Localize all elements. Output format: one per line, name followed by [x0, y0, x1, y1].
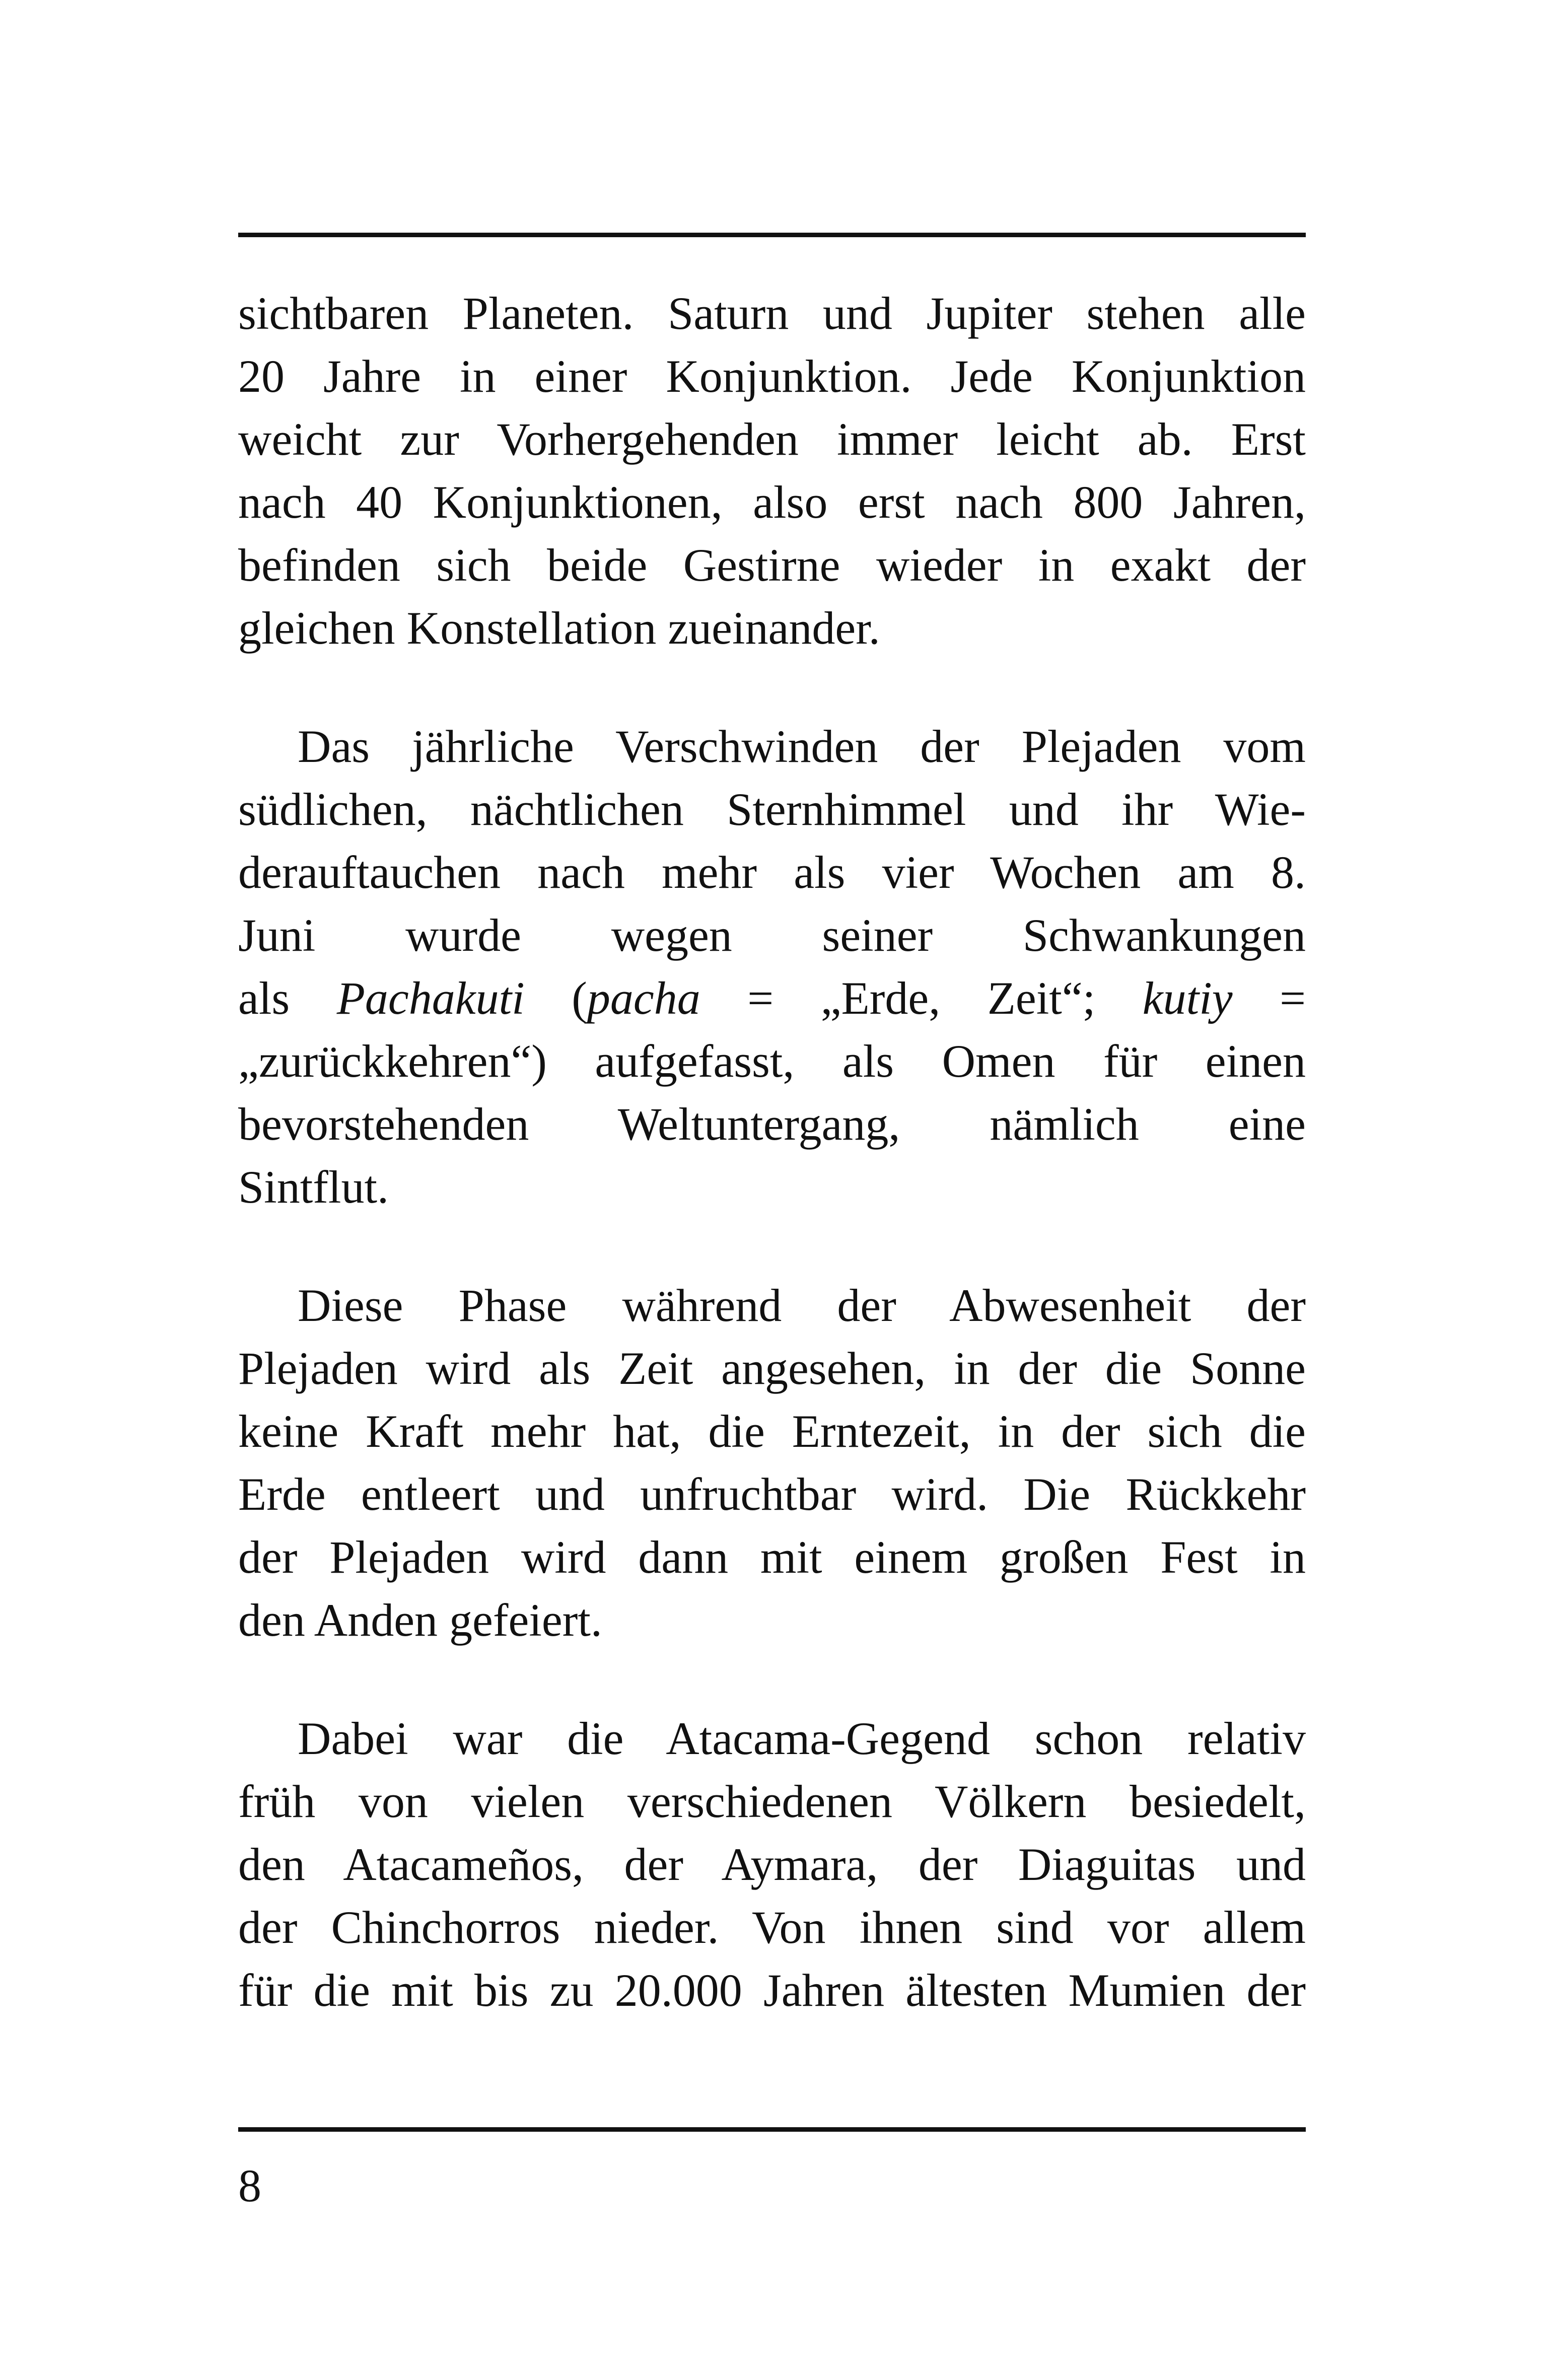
text-segment: = — [1232, 972, 1306, 1024]
text-line: Erde entleert und unfruchtbar wird. Die Rückkehr — [238, 1468, 1306, 1520]
term-kutiy: kutiy — [1142, 972, 1233, 1024]
text-line: befinden sich beide Gestirne wieder in exakt der — [238, 539, 1306, 591]
text-line: früh von vielen verschiedenen Völkern besiedelt, — [238, 1776, 1306, 1827]
bottom-rule — [238, 2127, 1306, 2132]
top-rule — [238, 233, 1306, 237]
text-line: Das jährliche Verschwinden der Plejaden vom — [298, 721, 1306, 772]
body-text — [238, 282, 1306, 2022]
text-segment: als — [238, 972, 337, 1024]
page-number: 8 — [238, 2160, 261, 2211]
text-line: Juni wurde wegen seiner Schwankungen — [238, 909, 1306, 961]
paragraph-4 — [238, 1707, 1306, 2022]
term-pachakuti: Pachakuti — [336, 972, 525, 1024]
term-pacha: pacha — [587, 972, 700, 1024]
text-line: südlichen, nächtlichen Sternhimmel und ihr Wie- — [238, 784, 1306, 835]
text-line: weicht zur Vorhergehenden immer leicht ab. Erst — [238, 413, 1306, 465]
text-line: Plejaden wird als Zeit angesehen, in der die Sonne — [238, 1343, 1306, 1394]
text-line: der Plejaden wird dann mit einem großen Fest in — [238, 1531, 1306, 1583]
paragraph-2 — [238, 715, 1306, 1219]
text-line: „zurückkehren“) aufgefasst, als Omen für einen — [238, 1035, 1306, 1087]
text-segment: = „Erde, Zeit“; — [700, 972, 1143, 1024]
text-line: Dabei war die Atacama-Gegend schon relativ — [298, 1713, 1306, 1764]
text-line: derauftauchen nach mehr als vier Wochen am 8. — [238, 847, 1306, 898]
text-line: gleichen Konstellation zueinander. — [238, 602, 880, 654]
text-line-with-terms — [238, 967, 1306, 1030]
text-line: Diese Phase während der Abwesenheit der — [298, 1280, 1306, 1331]
text-line: für die mit bis zu 20.000 Jahren ältesten Mumien der — [238, 1965, 1306, 2016]
text-line: keine Kraft mehr hat, die Erntezeit, in der sich die — [238, 1406, 1306, 1457]
text-line: den Anden gefeiert. — [238, 1594, 602, 1646]
text-line: bevorstehenden Weltuntergang, nämlich eine — [238, 1098, 1306, 1150]
text-line: Sintflut. — [238, 1161, 389, 1213]
paragraph-3 — [238, 1274, 1306, 1652]
text-line: 20 Jahre in einer Konjunktion. Jede Konjunktion — [238, 351, 1306, 402]
text-line: sichtbaren Planeten. Saturn und Jupiter stehen alle — [238, 288, 1306, 339]
paragraph-1 — [238, 282, 1306, 660]
text-line: den Atacameños, der Aymara, der Diaguitas und — [238, 1839, 1306, 1890]
text-line: nach 40 Konjunktionen, also erst nach 800 Jahren, — [238, 476, 1306, 528]
text-segment: ( — [524, 972, 587, 1024]
text-line: der Chinchorros nieder. Von ihnen sind vor allem — [238, 1902, 1306, 1953]
